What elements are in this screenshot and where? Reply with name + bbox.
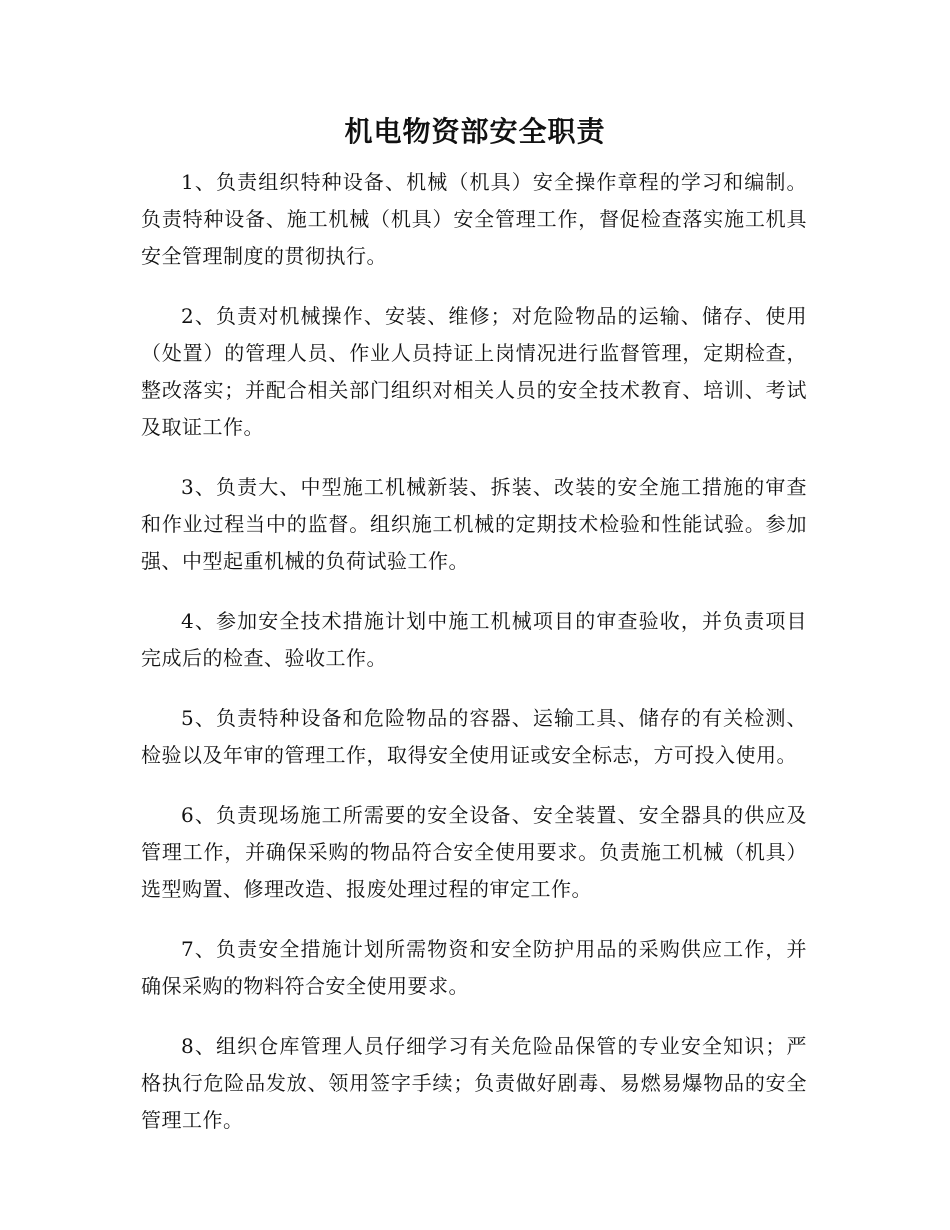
paragraph-4: 4、参加安全技术措施计划中施工机械项目的审查验收，并负责项目完成后的检查、验收工作。 — [141, 609, 807, 670]
paragraph-7: 7、负责安全措施计划所需物资和安全防护用品的采购供应工作，并确保采购的物料符合安全使用要求。 — [141, 937, 807, 998]
document-body — [141, 164, 807, 1162]
paragraph-1: 1、负责组织特种设备、机械（机具）安全操作章程的学习和编制。负责特种设备、施工机械（机具）安全管理工作，督促检查落实施工机具安全管理制度的贯彻执行。 — [141, 170, 807, 268]
paragraph-8: 8、组织仓库管理人员仔细学习有关危险品保管的专业安全知识；严格执行危险品发放、领用签字手续；负责做好剧毒、易燃易爆物品的安全管理工作。 — [141, 1034, 807, 1132]
paragraph-5: 5、负责特种设备和危险物品的容器、运输工具、储存的有关检测、检验以及年审的管理工作，取得安全使用证或安全标志，方可投入使用。 — [141, 706, 807, 767]
document-title: 机电物资部安全职责 — [344, 115, 606, 148]
paragraph-6: 6、负责现场施工所需要的安全设备、安全装置、安全器具的供应及管理工作，并确保采购的物品符合安全使用要求。负责施工机械（机具）选型购置、修理改造、报废处理过程的审定工作。 — [141, 803, 807, 901]
paragraph-3: 3、负责大、中型施工机械新装、拆装、改装的安全施工措施的审查和作业过程当中的监督。组织施工机械的定期技术检验和性能试验。参加强、中型起重机械的负荷试验工作。 — [141, 475, 807, 573]
paragraph-2: 2、负责对机械操作、安装、维修；对危险物品的运输、储存、使用（处置）的管理人员、作业人员持证上岗情况进行监督管理，定期检查，整改落实；并配合相关部门组织对相关人员的安全技术教育、培训、考试及取证工作。 — [141, 304, 807, 439]
